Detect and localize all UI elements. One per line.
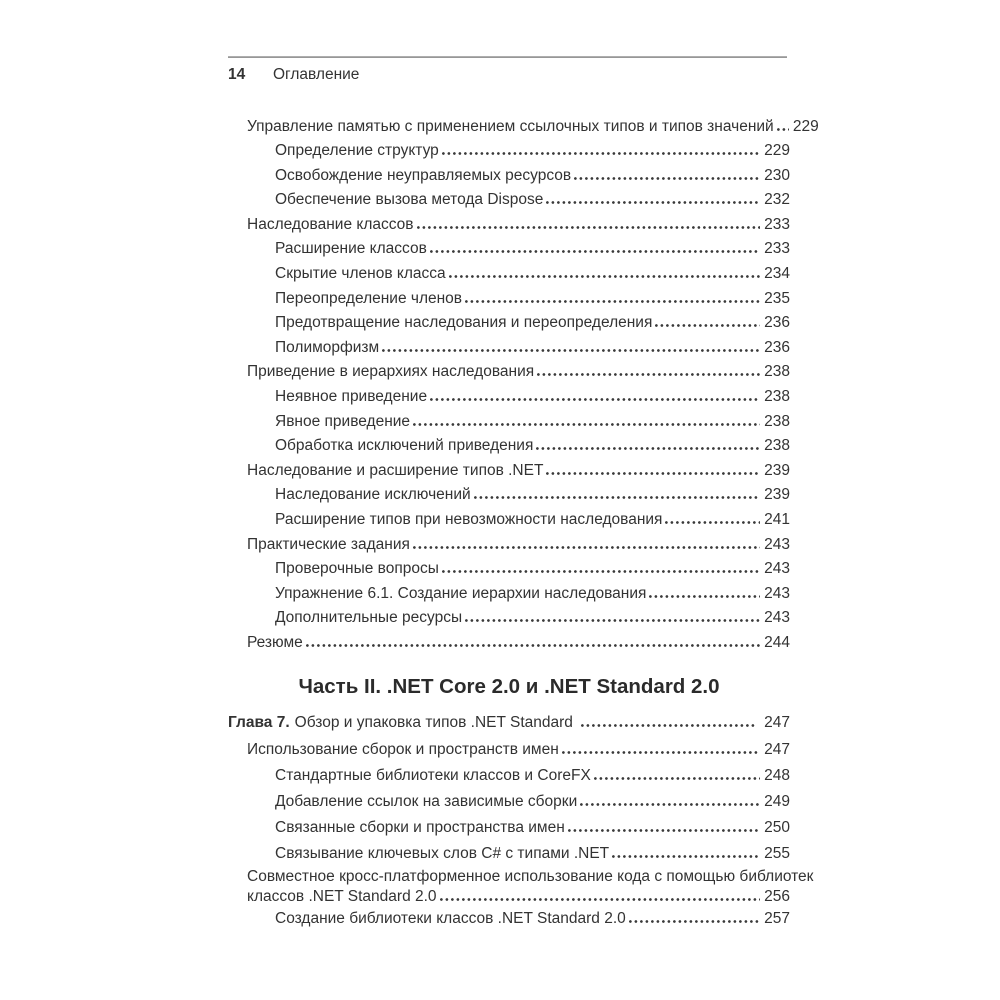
- toc-entry-text: Стандартные библиотеки классов и CoreFX: [275, 767, 591, 784]
- toc-content-column: [228, 0, 819, 1000]
- dotted-leader: [442, 152, 760, 155]
- toc-entry-page-number: 239: [764, 461, 790, 479]
- toc-entry: [228, 737, 790, 763]
- toc-entry-text: Приведение в иерархиях наследования: [247, 363, 535, 381]
- dotted-leader: [449, 275, 760, 278]
- running-head: [228, 66, 359, 84]
- toc-entry-page-number: 243: [764, 584, 790, 602]
- toc-entry-page-number: 241: [764, 511, 790, 528]
- toc-block-1: [228, 115, 819, 656]
- toc-entry-text: Неявное приведение: [275, 388, 428, 406]
- toc-entry-page-number: 243: [764, 535, 790, 553]
- dotted-leader: [440, 898, 760, 901]
- toc-entry-text: Резюме: [247, 633, 303, 651]
- toc-entry-text: Практические задания: [247, 535, 410, 553]
- dotted-leader: [665, 521, 760, 524]
- toc-entry-text: Расширение типов при невозможности наследования: [275, 511, 663, 528]
- dotted-leader: [413, 423, 760, 426]
- dotted-leader: [306, 644, 760, 647]
- toc-entry-page-number: 230: [764, 166, 790, 184]
- toc-entry-text: Использование сборок и пространств имен: [247, 741, 559, 758]
- toc-entry-text: Явное приведение: [275, 412, 411, 430]
- toc-entry-page-number: 233: [764, 215, 790, 233]
- dotted-leader: [442, 570, 760, 573]
- toc-entry-page-number: 257: [764, 910, 790, 927]
- dotted-leader: [777, 128, 789, 131]
- toc-entry-text: Скрытие членов класса: [275, 265, 446, 283]
- toc-entry: [228, 906, 790, 932]
- toc-entry-page-number: 243: [764, 560, 790, 578]
- dotted-leader: [629, 920, 760, 923]
- toc-entry-page-number: 244: [764, 633, 790, 651]
- dotted-leader: [430, 250, 760, 253]
- toc-block-2: [228, 737, 814, 932]
- toc-entry: [228, 385, 790, 410]
- toc-entry-page-number: 229: [792, 117, 819, 135]
- toc-entry: [228, 508, 790, 533]
- chapter-page-number: 247: [764, 714, 790, 731]
- toc-entry-text: Наследование и расширение типов .NET: [247, 461, 544, 479]
- toc-entry-text-line1: Совместное кросс-платформенное использование кода с помощью библиотек: [247, 868, 814, 885]
- toc-entry-text: Полиморфизм: [275, 338, 380, 356]
- toc-entry-page-number: 249: [764, 793, 790, 810]
- running-head-rule: [228, 56, 787, 58]
- toc-entry-page-number: 239: [764, 486, 790, 504]
- toc-entry-page-number: 236: [764, 314, 790, 332]
- toc-entry-text: Добавление ссылок на зависимые сборки: [275, 793, 578, 810]
- dotted-leader: [382, 349, 760, 352]
- toc-entry: [228, 483, 790, 508]
- toc-entry: [228, 763, 790, 789]
- toc-entry-page-number: 247: [764, 741, 790, 758]
- chapter-label: Глава 7.: [228, 714, 290, 731]
- part-heading: Часть II. .NET Core 2.0 и .NET Standard 2.0: [298, 675, 720, 698]
- dotted-leader: [537, 373, 760, 376]
- toc-entry: [228, 789, 790, 815]
- toc-entry-page-number: 235: [764, 289, 790, 307]
- toc-entry-text: Связывание ключевых слов C# с типами .NET: [275, 845, 610, 862]
- toc-entry-page-number: 236: [764, 338, 790, 356]
- toc-entry: [228, 582, 790, 607]
- toc-entry: [228, 606, 790, 631]
- chapter-entry: [228, 710, 790, 735]
- toc-entry-page-number: 238: [764, 437, 790, 455]
- toc-entry: [228, 287, 790, 312]
- dotted-leader: [594, 777, 760, 780]
- toc-entry-page-number: 238: [764, 412, 790, 430]
- toc-entry-page-number: 256: [764, 887, 790, 905]
- toc-entry: [228, 311, 790, 336]
- running-head-page-number: 14: [228, 66, 246, 83]
- toc-entry: [228, 867, 814, 906]
- dotted-leader: [568, 829, 760, 832]
- toc-entry: [228, 262, 790, 287]
- toc-entry-page-number: 233: [764, 240, 790, 258]
- toc-entry-text: Освобождение неуправляемых ресурсов: [275, 166, 572, 184]
- toc-entry-text-line2: классов .NET Standard 2.0: [247, 887, 437, 905]
- dotted-leader: [413, 546, 760, 549]
- dotted-leader: [649, 595, 760, 598]
- dotted-leader: [465, 300, 760, 303]
- dotted-leader: [546, 472, 760, 475]
- toc-entry-page-number: 232: [764, 191, 790, 209]
- toc-entry: [228, 815, 790, 841]
- dotted-leader: [465, 619, 760, 622]
- toc-entry-page-number: 248: [764, 767, 790, 784]
- toc-entry: [228, 188, 790, 213]
- chapter-title: Обзор и упаковка типов .NET Standard: [294, 714, 573, 731]
- toc-entry-page-number: 238: [764, 363, 790, 381]
- toc-entry: [228, 557, 790, 582]
- toc-entry-text: Наследование классов: [247, 215, 414, 233]
- toc-entry: [228, 841, 790, 867]
- dotted-leader: [474, 496, 760, 499]
- dotted-leader: [612, 855, 760, 858]
- toc-entry-text: Дополнительные ресурсы: [275, 609, 463, 627]
- toc-entry: [228, 336, 790, 361]
- toc-entry-page-number: 243: [764, 609, 790, 627]
- toc-entry-text: Управление памятью с применением ссылочных типов и типов значений: [247, 117, 774, 135]
- toc-entry-page-number: 250: [764, 819, 790, 836]
- toc-entry-text: Упражнение 6.1. Создание иерархии наследования: [275, 584, 647, 602]
- toc-entry-page-number: 229: [764, 142, 790, 160]
- toc-entry: [228, 360, 790, 385]
- toc-entry-text: Определение структур: [275, 142, 439, 160]
- dotted-leader: [580, 803, 760, 806]
- toc-entry: [228, 459, 790, 484]
- running-head-title: Оглавление: [273, 66, 360, 83]
- toc-entry: [228, 434, 790, 459]
- dotted-leader: [562, 751, 760, 754]
- toc-entry-text: Обработка исключений приведения: [275, 437, 534, 455]
- toc-entry: [228, 115, 819, 140]
- toc-entry: [228, 139, 790, 164]
- dotted-leader: [417, 226, 760, 229]
- dotted-leader: [581, 724, 755, 727]
- toc-entry-text: Создание библиотеки классов .NET Standard 2.0: [275, 910, 626, 927]
- dotted-leader: [574, 177, 760, 180]
- toc-entry: [228, 164, 790, 189]
- toc-entry-line2: [247, 887, 790, 907]
- dotted-leader: [536, 447, 760, 450]
- toc-entry-text: Проверочные вопросы: [275, 560, 439, 578]
- toc-entry-text: Расширение классов: [275, 240, 427, 258]
- toc-entry-page-number: 238: [764, 388, 790, 406]
- toc-entry-text: Предотвращение наследования и переопределения: [275, 314, 653, 332]
- toc-entry: [228, 237, 790, 262]
- toc-entry-page-number: 234: [764, 265, 790, 283]
- toc-entry-text: Переопределение членов: [275, 289, 463, 307]
- dotted-leader: [430, 398, 760, 401]
- toc-entry: [228, 533, 790, 558]
- dotted-leader: [546, 201, 760, 204]
- toc-entry-page-number: 255: [764, 845, 790, 862]
- toc-entry: [228, 213, 790, 238]
- toc-entry: [228, 631, 790, 656]
- toc-entry-text: Связанные сборки и пространства имен: [275, 819, 565, 836]
- toc-entry-text: Обеспечение вызова метода Dispose: [275, 191, 544, 209]
- dotted-leader: [655, 324, 760, 327]
- toc-entry-text: Наследование исключений: [275, 486, 471, 504]
- toc-entry: [228, 410, 790, 435]
